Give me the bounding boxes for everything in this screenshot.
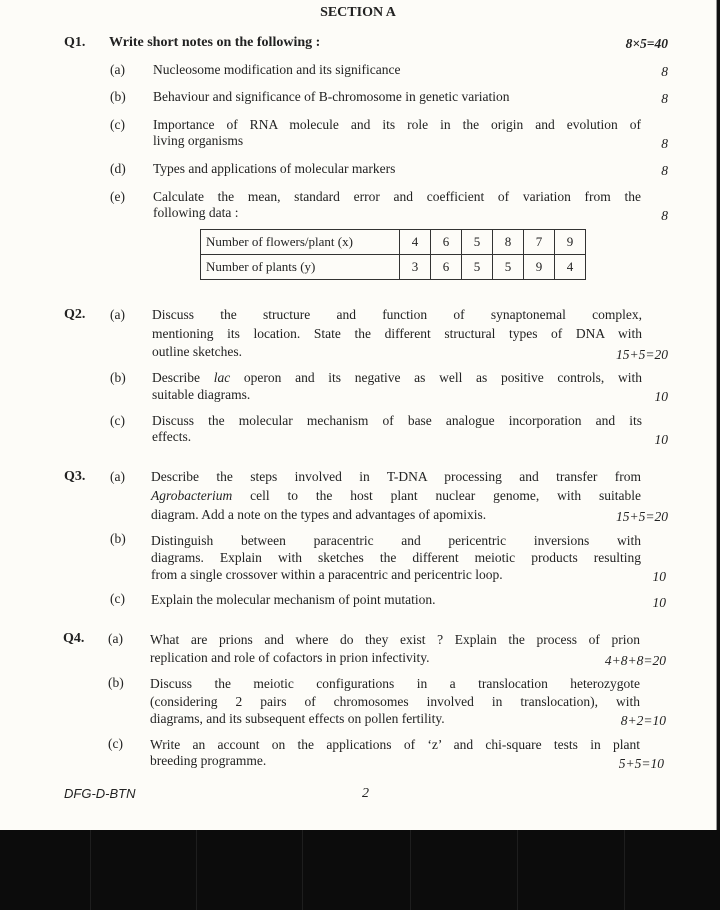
table-cell: 5 <box>493 255 524 280</box>
table-cell: 6 <box>431 255 462 280</box>
q4a-text-line2: replication and role of cofactors in prion infectivity. <box>150 650 430 665</box>
q2b-text-em: lac <box>213 370 231 385</box>
q2c-text-line1: Discuss the molecular mechanism of base analogue incorporation and its <box>152 413 642 428</box>
q2c-text-line2: effects. <box>152 429 192 444</box>
q1e-label: (e) <box>110 189 125 204</box>
q2b-text-pre: Describe <box>152 370 214 385</box>
q1c-label: (c) <box>110 117 125 132</box>
q4b-label: (b) <box>108 675 124 690</box>
q3-number: Q3. <box>64 469 86 484</box>
q4c-text-line1: Write an account on the applications of ‘z’ and chi-square tests in plant <box>150 737 640 752</box>
q1c-text-line2: living organisms <box>153 133 244 148</box>
q1b-text: Behaviour and significance of B-chromosome in genetic variation <box>153 89 510 104</box>
q3b-text-line1: Distinguish between paracentric and pericentric inversions with <box>151 533 641 548</box>
q4b-marks: 8+2=10 <box>620 713 666 728</box>
q1c-marks: 8 <box>661 136 668 151</box>
table-row <box>201 255 586 280</box>
q2b-label: (b) <box>110 370 126 385</box>
table-row-label: Number of plants (y) <box>201 255 400 280</box>
q2b-text-post: operon and its negative as well as positive controls, with <box>230 370 643 385</box>
q4a-marks: 4+8+8=20 <box>604 653 666 668</box>
paper-code: DFG-D-BTN <box>64 786 136 801</box>
q1d-marks: 8 <box>661 163 668 178</box>
q1b-marks: 8 <box>661 91 668 106</box>
q1a-marks: 8 <box>661 64 668 79</box>
q1-total-marks: 8×5=40 <box>625 36 668 51</box>
q4b-text-line2: (considering 2 pairs of chromosomes involved in translocation), with <box>150 694 640 709</box>
q2b-marks: 10 <box>654 389 668 404</box>
table-cell: 3 <box>400 255 431 280</box>
q3a-text-line3: diagram. Add a note on the types and advantages of apomixis. <box>151 507 487 522</box>
q3c-marks: 10 <box>652 595 666 610</box>
table-cell: 4 <box>555 255 586 280</box>
q1a-text: Nucleosome modification and its significance <box>153 62 401 77</box>
q4c-text-line2: breeding programme. <box>150 753 267 768</box>
q2-number: Q2. <box>64 307 86 322</box>
q4b-text-line3: diagrams, and its subsequent effects on pollen fertility. <box>150 711 445 726</box>
q3b-text-line3: from a single crossover within a paracentric and pericentric loop. <box>151 567 503 582</box>
q4a-text-line1: What are prions and where do they exist ? Explain the process of prion <box>150 632 640 647</box>
q1a-label: (a) <box>110 62 125 77</box>
q3a-text-em: Agrobacterium <box>151 488 233 503</box>
q3b-label: (b) <box>110 531 126 546</box>
q2b-text-line2: suitable diagrams. <box>152 387 251 402</box>
q3a-label: (a) <box>110 469 125 484</box>
q4b-text-line1: Discuss the meiotic configurations in a translocation heterozygote <box>150 676 640 691</box>
page-number: 2 <box>362 786 369 801</box>
q1e-text-line2: following data : <box>153 205 239 220</box>
q2a-marks: 15+5=20 <box>616 347 668 362</box>
q4a-label: (a) <box>108 631 123 646</box>
q1d-text: Types and applications of molecular markers <box>153 161 396 176</box>
q2c-label: (c) <box>110 413 125 428</box>
q3a-marks: 15+5=20 <box>616 509 668 524</box>
section-title: SECTION A <box>320 5 396 20</box>
q1c-text-line1: Importance of RNA molecule and its role in the origin and evolution of <box>153 117 641 132</box>
table-cell: 4 <box>400 230 431 255</box>
q3b-marks: 10 <box>652 569 666 584</box>
scan-background <box>0 830 720 910</box>
q4-number: Q4. <box>63 631 85 646</box>
q1-number: Q1. <box>64 35 86 50</box>
q2a-text-line1: Discuss the structure and function of synaptonemal complex, <box>152 307 642 322</box>
q4c-label: (c) <box>108 736 123 751</box>
table-row-label: Number of flowers/plant (x) <box>201 230 400 255</box>
table-cell: 5 <box>462 255 493 280</box>
q2b-text-line1 <box>152 370 642 385</box>
q2a-label: (a) <box>110 307 125 322</box>
q3b-text-line2: diagrams. Explain with sketches the different meiotic products resulting <box>151 550 641 565</box>
q2c-marks: 10 <box>654 432 668 447</box>
q3a-text-post: cell to the host plant nuclear genome, with suitable <box>232 488 641 503</box>
table-cell: 9 <box>555 230 586 255</box>
q2a-text-line2: mentioning its location. State the different structural types of DNA with <box>152 326 642 341</box>
q1e-marks: 8 <box>661 208 668 223</box>
data-table <box>200 229 586 280</box>
q1-heading: Write short notes on the following : <box>109 35 321 50</box>
table-cell: 6 <box>431 230 462 255</box>
table-cell: 7 <box>524 230 555 255</box>
q3a-text-line1: Describe the steps involved in T-DNA processing and transfer from <box>151 469 641 484</box>
q1e-text-line1: Calculate the mean, standard error and coefficient of variation from the <box>153 189 641 204</box>
q3c-label: (c) <box>110 591 125 606</box>
q3c-text: Explain the molecular mechanism of point mutation. <box>151 592 436 607</box>
table-cell: 8 <box>493 230 524 255</box>
table-cell: 9 <box>524 255 555 280</box>
table-cell: 5 <box>462 230 493 255</box>
q3a-text-line2 <box>151 488 641 503</box>
q1d-label: (d) <box>110 161 126 176</box>
q1b-label: (b) <box>110 89 126 104</box>
q2a-text-line3: outline sketches. <box>152 344 242 359</box>
q4c-marks: 5+5=10 <box>618 756 664 771</box>
table-row <box>201 230 586 255</box>
